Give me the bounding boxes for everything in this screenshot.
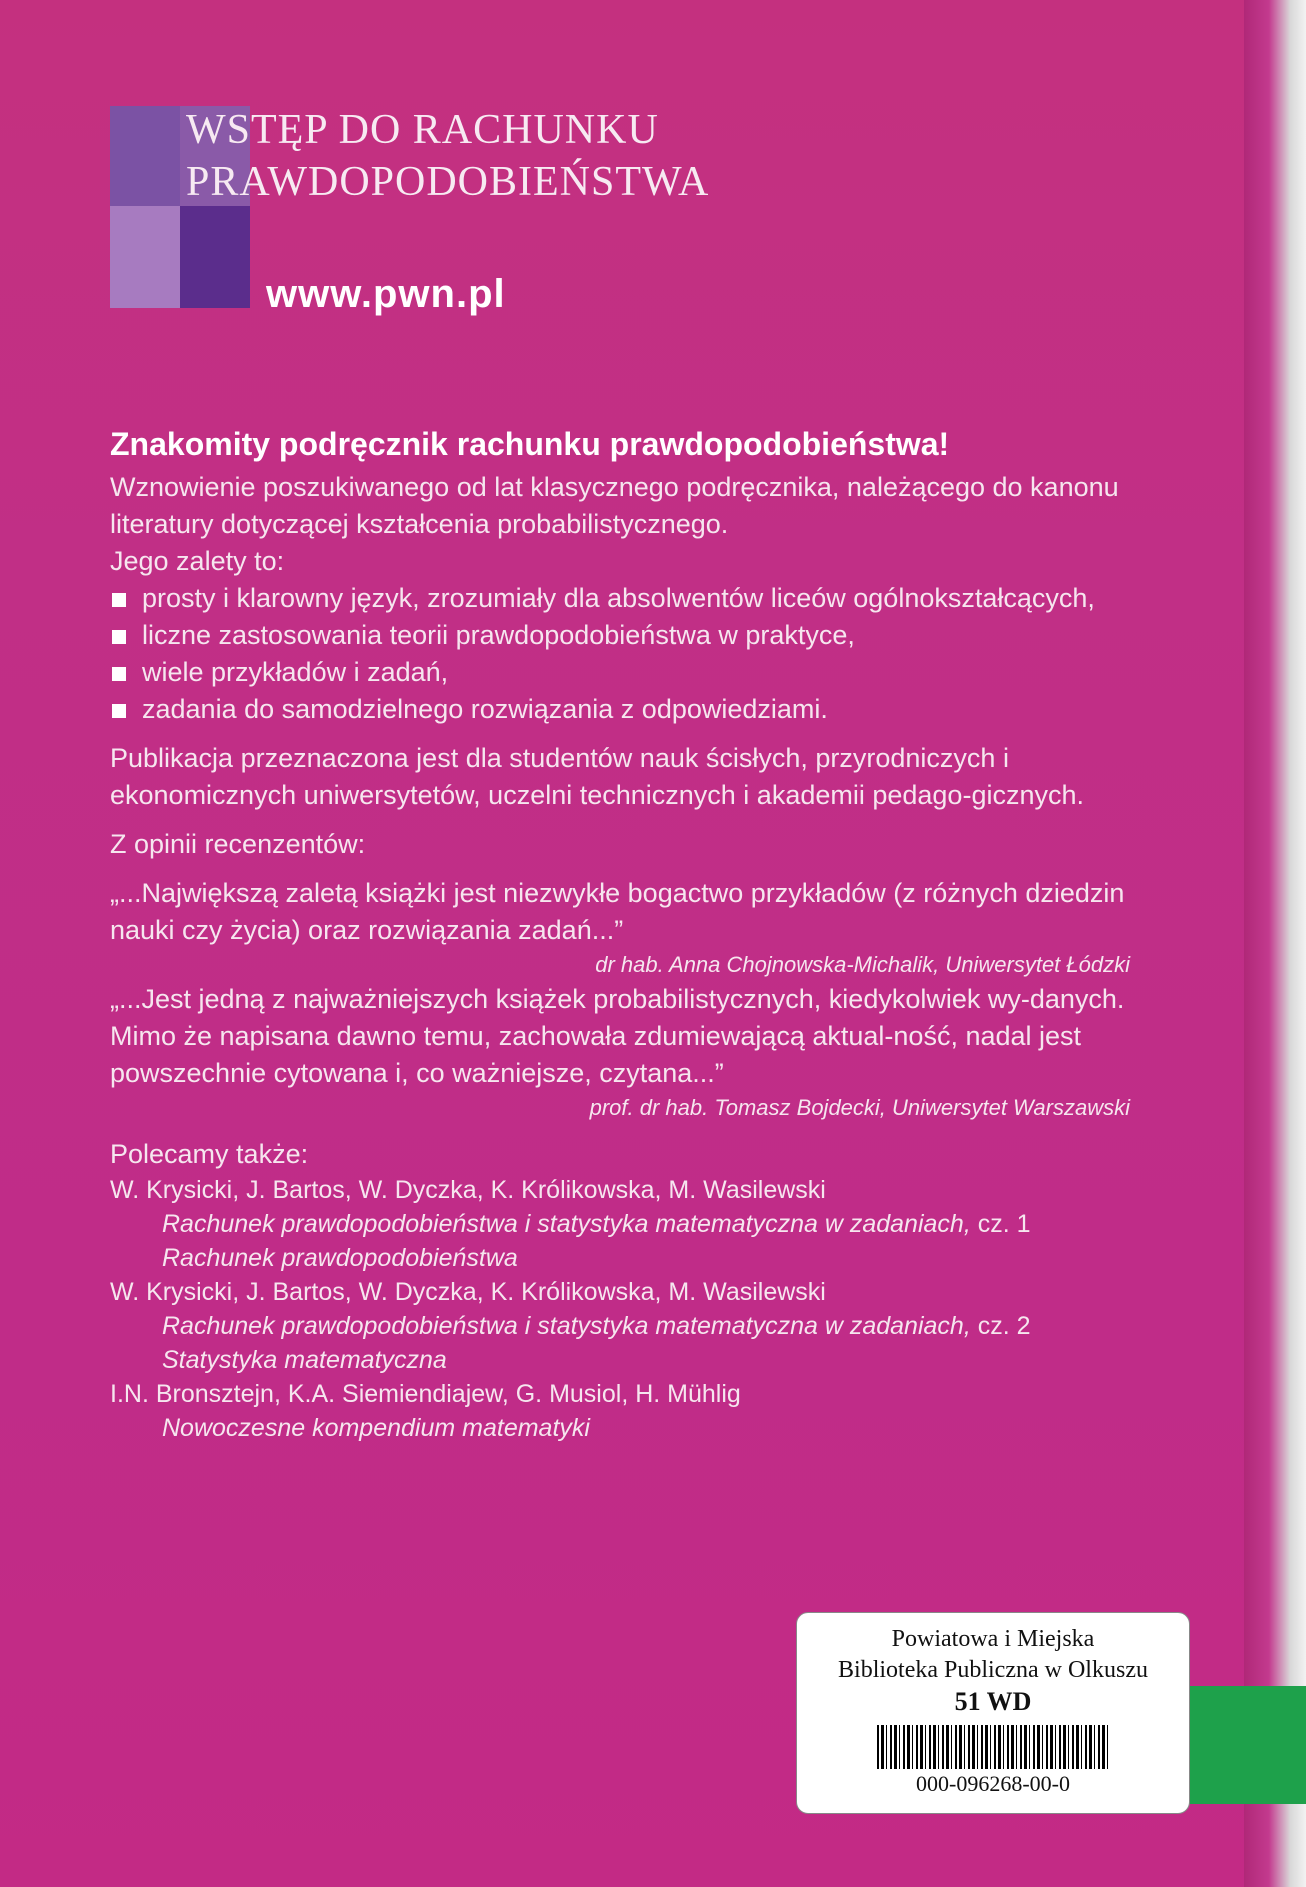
list-item: liczne zastosowania teorii prawdopodobieństwa w praktyce, [110, 617, 1130, 654]
recommended-title-3: Nowoczesne kompendium matematyki [162, 1414, 590, 1442]
review-author-2: prof. dr hab. Tomasz Bojdecki, Uniwersytet Warszawski [589, 1095, 1130, 1120]
recommended-subtitle-1: Rachunek prawdopodobieństwa [162, 1244, 518, 1272]
book-spine [1244, 0, 1306, 1887]
recommended-authors-2: W. Krysicki, J. Bartos, W. Dyczka, K. Królikowska, M. Wasilewski [110, 1278, 826, 1306]
shelfmark: 51 WD [954, 1687, 1032, 1716]
headline: Znakomity podręcznik rachunku prawdopodobieństwa! [110, 426, 950, 462]
logo-square-bottom-left [110, 206, 180, 308]
recommended-subtitle-2: Statystyka matematyczna [162, 1346, 447, 1374]
publisher-url: www.pwn.pl [266, 272, 506, 316]
recommended-title-2 [110, 1309, 1130, 1343]
library-label [796, 1612, 1190, 1814]
audience-paragraph: Publikacja przeznaczona jest dla studentów nauk ścisłych, przyrodniczych i ekonomicznych uniwersytetów, uczelni technicznych i akademii pedago-gicznych. [110, 743, 1084, 810]
book-title [186, 104, 709, 208]
review-quote-2: „...Jest jedną z najważniejszych książek probabilistycznych, kiedykolwiek wy-danych. Mimo że napisana dawno temu, zachowała zdumiewającą aktual-ność, nadal jest powszechnie cytowana i, co ważniejsze, czytana...” [110, 984, 1125, 1088]
blurb-content [110, 426, 1130, 1445]
book-title-text: Rachunek prawdopodobieństwa i statystyka matematyczna w zadaniach, [162, 1210, 971, 1238]
book-part: cz. 1 [977, 1210, 1031, 1238]
title-line-2: PRAWDOPODOBIEŃSTWA [186, 159, 710, 205]
recommended-authors-3: I.N. Bronsztejn, K.A. Siemiendiajew, G. Musiol, H. Mühlig [110, 1380, 741, 1408]
reviews-heading: Z opinii recenzentów: [110, 829, 366, 859]
recommended-heading: Polecamy także: [110, 1139, 309, 1169]
book-title-text: Rachunek prawdopodobieństwa i statystyka matematyczna w zadaniach, [162, 1312, 971, 1340]
title-line-1: WSTĘP DO RACHUNKU [186, 107, 659, 153]
advantages-list [110, 580, 1130, 728]
barcode-number: 000-096268-00-0 [916, 1771, 1070, 1796]
advantages-lead: Jego zalety to: [110, 546, 285, 576]
list-item: zadania do samodzielnego rozwiązania z odpowiedziami. [110, 691, 1130, 728]
review-author-1: dr hab. Anna Chojnowska-Michalik, Uniwersytet Łódzki [595, 952, 1130, 977]
recommended-title-1 [110, 1207, 1130, 1241]
recommended-authors-1: W. Krysicki, J. Bartos, W. Dyczka, K. Królikowska, M. Wasilewski [110, 1176, 826, 1204]
library-name-line-1: Powiatowa i Miejska [891, 1626, 1095, 1652]
logo-square-bottom-right [180, 206, 250, 308]
library-name-line-2: Biblioteka Publiczna w Olkuszu [838, 1657, 1148, 1683]
barcode [877, 1725, 1109, 1769]
intro-paragraph: Wznowienie poszukiwanego od lat klasycznego podręcznika, należącego do kanonu literatury dotyczącej kształcenia probabilistycznego. [110, 472, 1119, 539]
list-item: wiele przykładów i zadań, [110, 654, 1130, 691]
logo-square-top-left [110, 106, 180, 206]
book-part: cz. 2 [977, 1312, 1031, 1340]
review-quote-1: „...Największą zaletą książki jest niezwykłe bogactwo przykładów (z różnych dziedzin nauki czy życia) oraz rozwiązania zadań...” [110, 878, 1125, 945]
list-item: prosty i klarowny język, zrozumiały dla absolwentów liceów ogólnokształcących, [110, 580, 1130, 617]
